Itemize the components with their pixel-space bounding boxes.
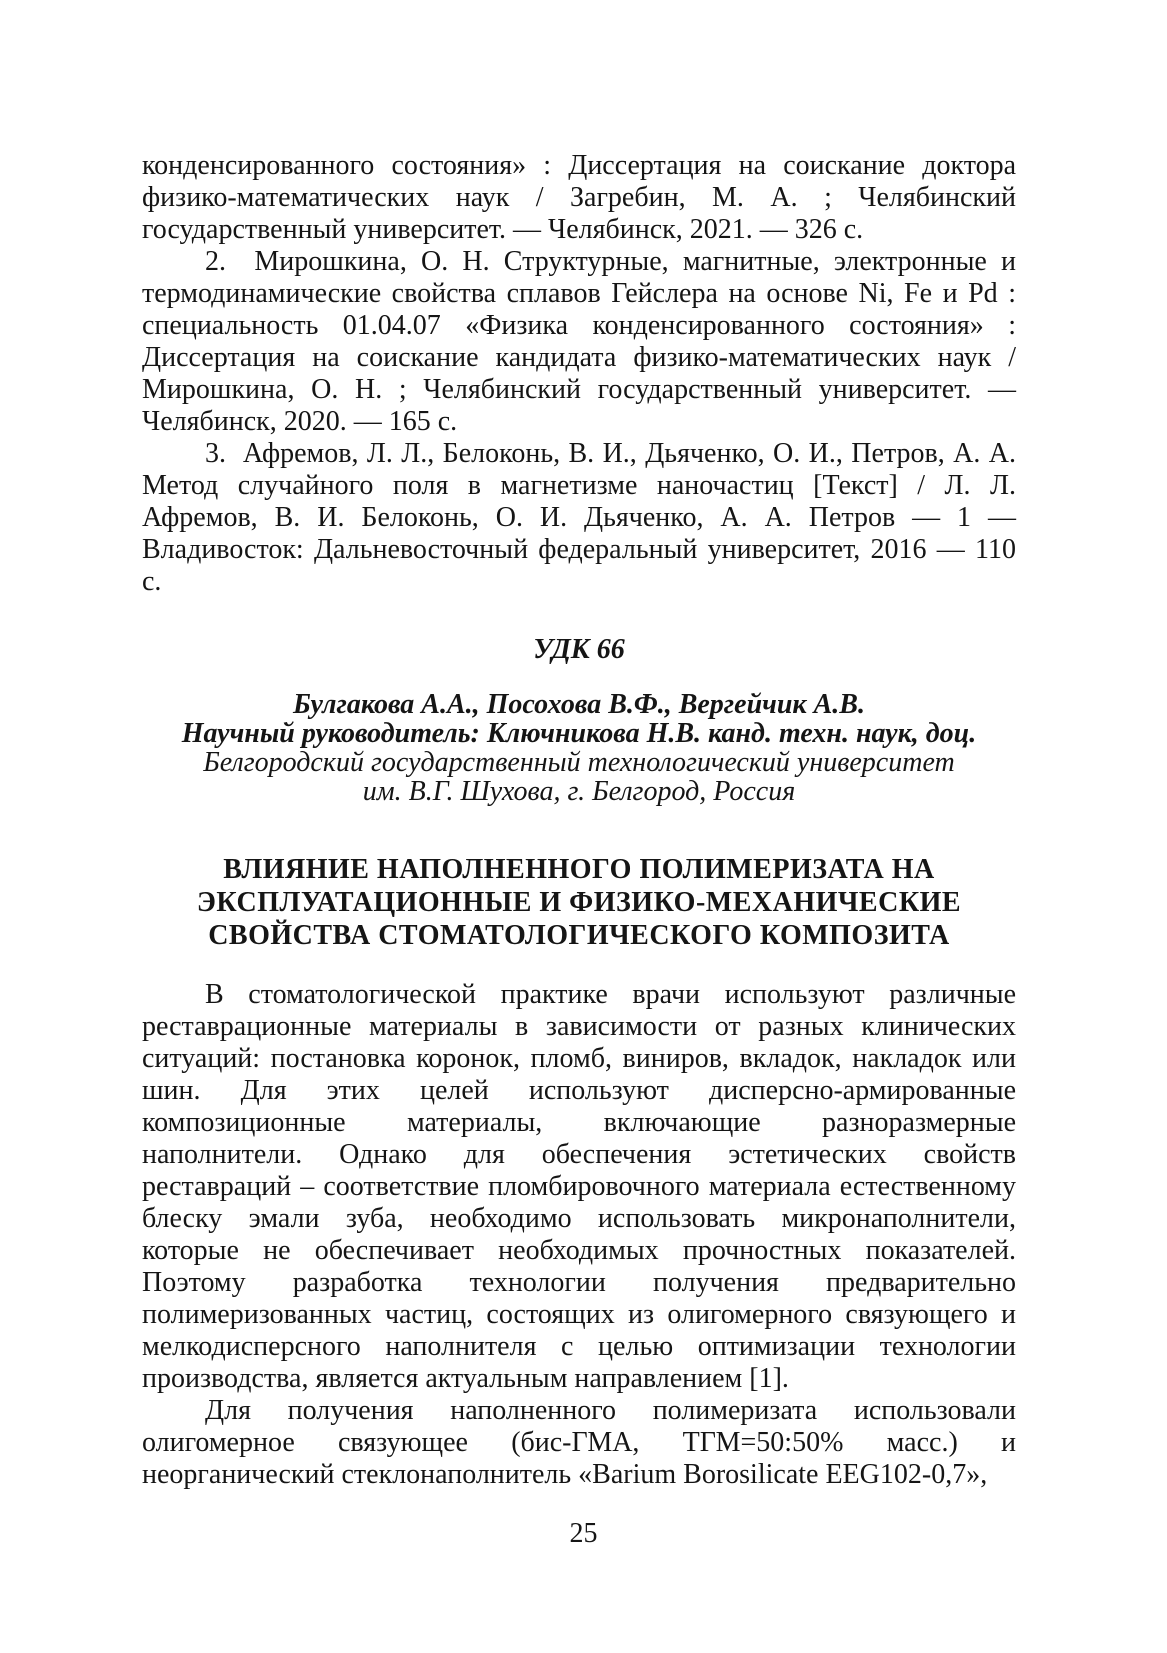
reference-item-2: 2. Мирошкина, О. Н. Структурные, магнитные, электронные и термодинамические свойства сплавов Гейслера на основе Ni, Fe и Pd : специальность 01.04.07 «Физика конденсированного состояния» : Диссертация на соискание кандидата физико-математических наук / Мирошкина, О. Н. ; Челябинский государственный университет. — Челябинск, 2020. — 165 с. [142,246,1016,437]
affiliation-line-2: им. В.Г. Шухова, г. Белгород, Россия [362,776,796,807]
udc-code: УДК 66 [533,634,625,665]
article-title-line-1: ВЛИЯНИЕ НАПОЛНЕННОГО ПОЛИМЕРИЗАТА НА [223,854,935,885]
article-title-line-2: ЭКСПЛУАТАЦИОННЫЕ И ФИЗИКО-МЕХАНИЧЕСКИЕ [196,887,962,918]
reference-item-3: 3. Афремов, Л. Л., Белоконь, В. И., Дьяченко, О. И., Петров, А. А. Метод случайного поля в магнетизме наночастиц [Текст] / Л. Л. Афремов, В. И. Белоконь, О. И. Дьяченко, А. А. Петров — 1 — Владивосток: Дальневосточный федеральный университет, 2016 — 110 с. [142,438,1016,597]
affiliation-line-1: Белгородский государственный технологический университет [203,747,955,778]
authors-line: Булгакова А.А., Посохова В.Ф., Вергейчик А.В. [293,689,865,720]
references-section [142,150,1016,598]
article-body [142,979,1016,1491]
article-title-line-3: СВОЙСТВА СТОМАТОЛОГИЧЕСКОГО КОМПОЗИТА [208,920,950,951]
body-paragraph-2: Для получения наполненного полимеризата использовали олигомерное связующее (бис-ГМА, ТГМ=50:50% масс.) и неорганический стеклонаполнитель «Barium Borosilicate EEG102-0,7», [142,1395,1016,1490]
body-paragraph-1: В стоматологической практике врачи используют различные реставрационные материалы в зависимости от разных клинических ситуаций: постановка коронок, пломб, виниров, вкладок, накладок или шин. Для этих целей используют дисперсно-армированные композиционные материалы, включающие разноразмерные наполнители. Однако для обеспечения эстетических свойств реставраций – соответствие пломбировочного материала естественному блеску эмали зуба, необходимо использовать микронаполнители, которые не обеспечивает необходимых прочностных показателей. Поэтому разработка технологии получения предварительно полимеризованных частиц, состоящих из олигомерного связующего и мелкодисперсного наполнителя с целью оптимизации технологии производства, является актуальным направлением [1]. [142,979,1016,1394]
supervisor-line: Научный руководитель: Ключникова Н.В. канд. техн. наук, доц. [181,718,977,749]
article-title [142,853,1016,952]
reference-item-continuation: конденсированного состояния» : Диссертация на соискание доктора физико-математических наук / Загребин, М. А. ; Челябинский государственный университет. — Челябинск, 2021. — 326 с. [142,150,1016,245]
authors-block [142,690,1016,806]
page-text-block [142,150,1016,1491]
page-number: 25 [569,1518,598,1549]
